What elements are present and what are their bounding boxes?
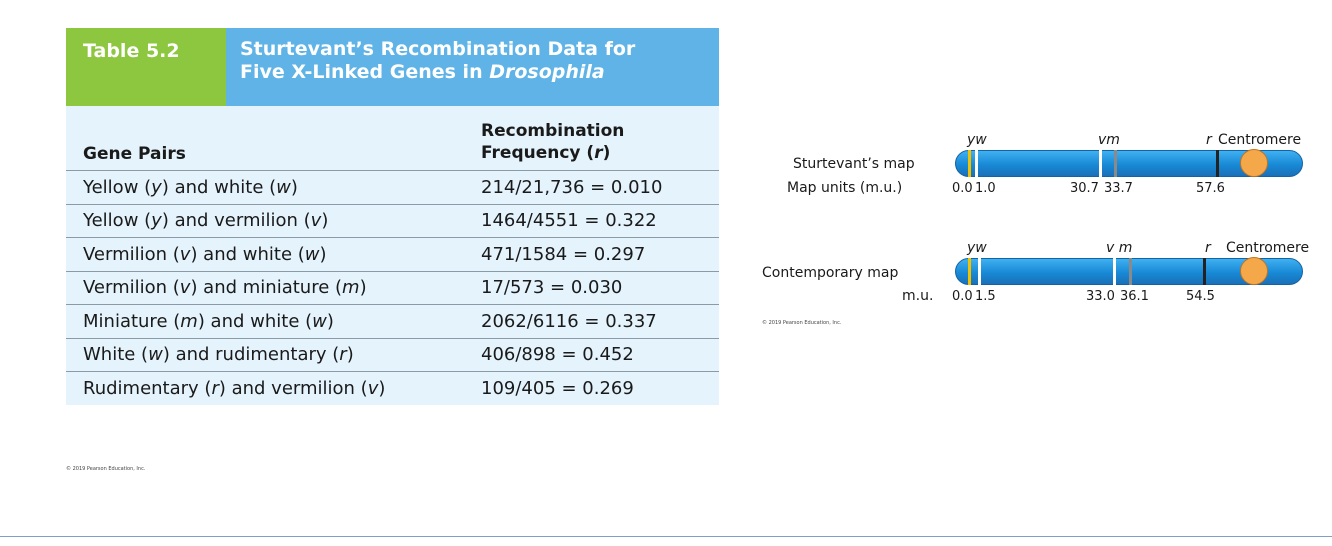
- gene-pair-text: Yellow (: [83, 176, 152, 198]
- contemporary-tick-w: [978, 258, 981, 285]
- contemporary-units-label: m.u.: [902, 288, 934, 304]
- contemporary-centromere: [1240, 257, 1268, 285]
- frequency-cell: 471/1584 = 0.297: [481, 243, 646, 265]
- gene-pair-cell: [66, 210, 463, 231]
- contemporary-centromere-label: Centromere: [1226, 240, 1310, 256]
- gene-pair-text: ): [326, 310, 334, 332]
- contemporary-pos-4: 54.5: [1186, 289, 1215, 304]
- gene-pair-text: Yellow (: [83, 210, 152, 232]
- table-row: [66, 372, 719, 405]
- column-header-gene-pairs: Gene Pairs: [83, 144, 186, 164]
- table-column-headers: [66, 106, 719, 171]
- table-row: [66, 272, 719, 306]
- gene-pair-text: ): [359, 277, 367, 299]
- column-header-frequency: [463, 106, 719, 170]
- gene-pair-text: ) and white (: [190, 243, 305, 265]
- table-row: [66, 339, 719, 373]
- contemporary-pos-0: 0.0: [952, 289, 973, 304]
- contemporary-pos-3: 36.1: [1120, 289, 1149, 304]
- frequency-cell: 406/898 = 0.452: [481, 344, 634, 366]
- gene-symbol: v: [179, 277, 191, 299]
- gene-pair-text: ) and white (: [161, 176, 277, 198]
- gene-pair-cell: [66, 244, 463, 265]
- gene-symbol: y: [151, 176, 162, 198]
- table-row: [66, 205, 719, 239]
- maps-credit: © 2019 Pearson Education, Inc.: [762, 320, 842, 326]
- sturtevant-tick-w: [975, 150, 978, 177]
- sturtevant-map-label: Sturtevant’s map: [793, 156, 915, 172]
- sturtevant-tick-m: [1114, 150, 1117, 177]
- contemporary-tick-v: [1113, 258, 1116, 285]
- gene-pair-text: ): [319, 243, 327, 265]
- frequency-cell: 1464/4551 = 0.322: [481, 210, 657, 232]
- frequency-cell: 17/573 = 0.030: [481, 277, 623, 299]
- contemporary-pos-2: 33.0: [1086, 289, 1115, 304]
- table-row: [66, 305, 719, 339]
- sturtevant-centromere-label: Centromere: [1218, 132, 1302, 148]
- sturtevant-pos-2: 30.7: [1070, 181, 1099, 196]
- sturtevant-tick-y: [968, 150, 971, 177]
- sturtevant-pos-1: 1.0: [975, 181, 996, 196]
- gene-symbol: v: [310, 210, 322, 232]
- gene-symbol: m: [342, 277, 360, 299]
- gene-pair-text: ) and white (: [197, 310, 313, 332]
- gene-pair-text: ) and rudimentary (: [162, 344, 340, 366]
- gene-pair-cell: [66, 378, 463, 399]
- gene-pair-text: ) and miniature (: [190, 277, 343, 299]
- table-credit: © 2019 Pearson Education, Inc.: [66, 466, 146, 472]
- gene-symbol: w: [276, 176, 291, 198]
- table-body: [66, 106, 719, 405]
- gene-symbol: y: [151, 210, 162, 232]
- table-number: Table 5.2: [66, 28, 226, 106]
- sturtevant-tick-r: [1216, 150, 1219, 177]
- table-row: [66, 171, 719, 205]
- contemporary-gene-r: r: [1205, 240, 1211, 256]
- table-title: [226, 28, 719, 106]
- gene-pair-text: ) and vermilion (: [161, 210, 311, 232]
- gene-symbol: r: [211, 377, 219, 399]
- contemporary-tick-m: [1129, 258, 1132, 285]
- gene-symbol: r: [339, 344, 347, 366]
- frequency-cell: 109/405 = 0.269: [481, 377, 634, 399]
- contemporary-pos-1: 1.5: [975, 289, 996, 304]
- gene-pair-cell: [66, 344, 463, 365]
- sturtevant-gene-yw: yw: [967, 132, 987, 148]
- contemporary-tick-y: [968, 258, 971, 285]
- bottom-divider: [0, 536, 1332, 537]
- gene-pair-text: ): [346, 344, 354, 366]
- recombination-table: [66, 28, 719, 405]
- freq-header-line2: Frequency (: [481, 143, 595, 163]
- sturtevant-units-label: Map units (m.u.): [787, 180, 903, 196]
- table-title-species: Drosophila: [489, 61, 605, 83]
- gene-pair-text: ): [378, 377, 386, 399]
- gene-pair-text: ) and vermilion (: [218, 377, 368, 399]
- contemporary-gene-yw: yw: [967, 240, 987, 256]
- table-row: [66, 238, 719, 272]
- gene-pair-text: ): [321, 210, 329, 232]
- gene-pair-cell: [66, 311, 463, 332]
- contemporary-gene-vm: v m: [1106, 240, 1133, 256]
- freq-header-suffix: ): [602, 143, 611, 163]
- table-title-line2: Five X-Linked Genes in: [240, 61, 490, 83]
- table-title-line1: Sturtevant’s Recombination Data for: [240, 38, 636, 60]
- gene-symbol: v: [367, 377, 379, 399]
- frequency-cell: 214/21,736 = 0.010: [481, 176, 663, 198]
- sturtevant-pos-3: 33.7: [1104, 181, 1133, 196]
- table-header: [66, 28, 719, 106]
- gene-symbol: w: [304, 243, 320, 265]
- gene-symbol: w: [312, 310, 327, 332]
- contemporary-map-label: Contemporary map: [762, 265, 899, 281]
- gene-pair-text: Rudimentary (: [83, 377, 212, 399]
- frequency-cell: 2062/6116 = 0.337: [481, 310, 657, 332]
- gene-pair-cell: [66, 177, 463, 198]
- page-heading-fragment: [0, 0, 8, 16]
- sturtevant-tick-v: [1099, 150, 1102, 177]
- contemporary-tick-r: [1203, 258, 1206, 285]
- freq-header-symbol: r: [594, 143, 603, 163]
- freq-header-line1: Recombination: [481, 121, 625, 141]
- gene-maps-figure: [760, 130, 1332, 340]
- sturtevant-pos-4: 57.6: [1196, 181, 1225, 196]
- gene-symbol: w: [148, 344, 163, 366]
- gene-pair-cell: [66, 277, 463, 298]
- gene-pair-text: ): [290, 176, 298, 198]
- gene-pair-text: Vermilion (: [83, 243, 180, 265]
- gene-symbol: v: [179, 243, 191, 265]
- gene-pair-text: Miniature (: [83, 310, 181, 332]
- sturtevant-gene-vm: vm: [1098, 132, 1120, 148]
- gene-pair-text: White (: [83, 344, 149, 366]
- gene-pair-text: Vermilion (: [83, 277, 180, 299]
- sturtevant-pos-0: 0.0: [952, 181, 973, 196]
- sturtevant-centromere: [1240, 149, 1268, 177]
- sturtevant-gene-r: r: [1206, 132, 1212, 148]
- gene-symbol: m: [180, 310, 198, 332]
